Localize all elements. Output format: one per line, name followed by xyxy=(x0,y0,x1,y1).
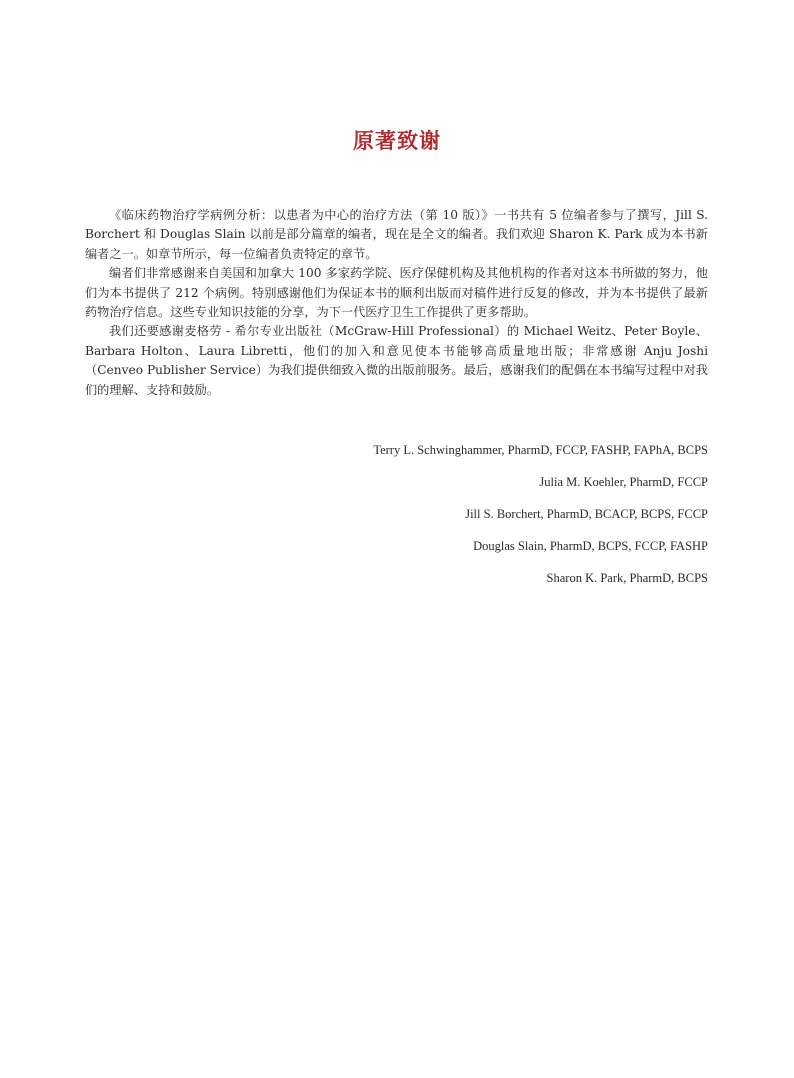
signature-list xyxy=(108,434,708,594)
page-title: 原著致谢 xyxy=(353,128,441,153)
paragraph: 我们还要感谢麦格劳 - 希尔专业出版社（McGraw-Hill Professional）的 Michael Weitz、Peter Boyle、Barbara Holton、Laura Libretti，他们的加入和意见使本书能够高质量地出版；非常感谢 Anju Joshi（Cenveo Publisher Service）为我们提供细致入微的出版前服务。最后，感谢我们的配偶在本书编写过程中对我们的理解、支持和鼓励。 xyxy=(85,324,708,397)
signature-line: Julia M. Koehler, PharmD, FCCP xyxy=(539,475,708,489)
signature-line: Jill S. Borchert, PharmD, BCACP, BCPS, FCCP xyxy=(465,507,708,521)
signature-line: Sharon K. Park, PharmD, BCPS xyxy=(546,571,708,585)
paragraph: 编者们非常感谢来自美国和加拿大 100 多家药学院、医疗保健机构及其他机构的作者对这本书所做的努力，他们为本书提供了 212 个病例。特别感谢他们为保证本书的顺利出版而对稿件进行反复的修改，并为本书提供了最新药物治疗信息。这些专业知识技能的分享，为下一代医疗卫生工作提供了更多帮助。 xyxy=(85,266,708,320)
signature-line: Douglas Slain, PharmD, BCPS, FCCP, FASHP xyxy=(473,539,708,553)
signature-line: Terry L. Schwinghammer, PharmD, FCCP, FASHP, FAPhA, BCPS xyxy=(373,443,708,457)
acknowledgement-body xyxy=(85,206,708,400)
paragraph: 《临床药物治疗学病例分析：以患者为中心的治疗方法（第 10 版）》一书共有 5 位编者参与了撰写，Jill S. Borchert 和 Douglas Slain 以前是部分篇章的编者，现在是全文的编者。我们欢迎 Sharon K. Park 成为本书新编者之一。如章节所示，每一位编者负责特定的章节。 xyxy=(85,208,708,261)
